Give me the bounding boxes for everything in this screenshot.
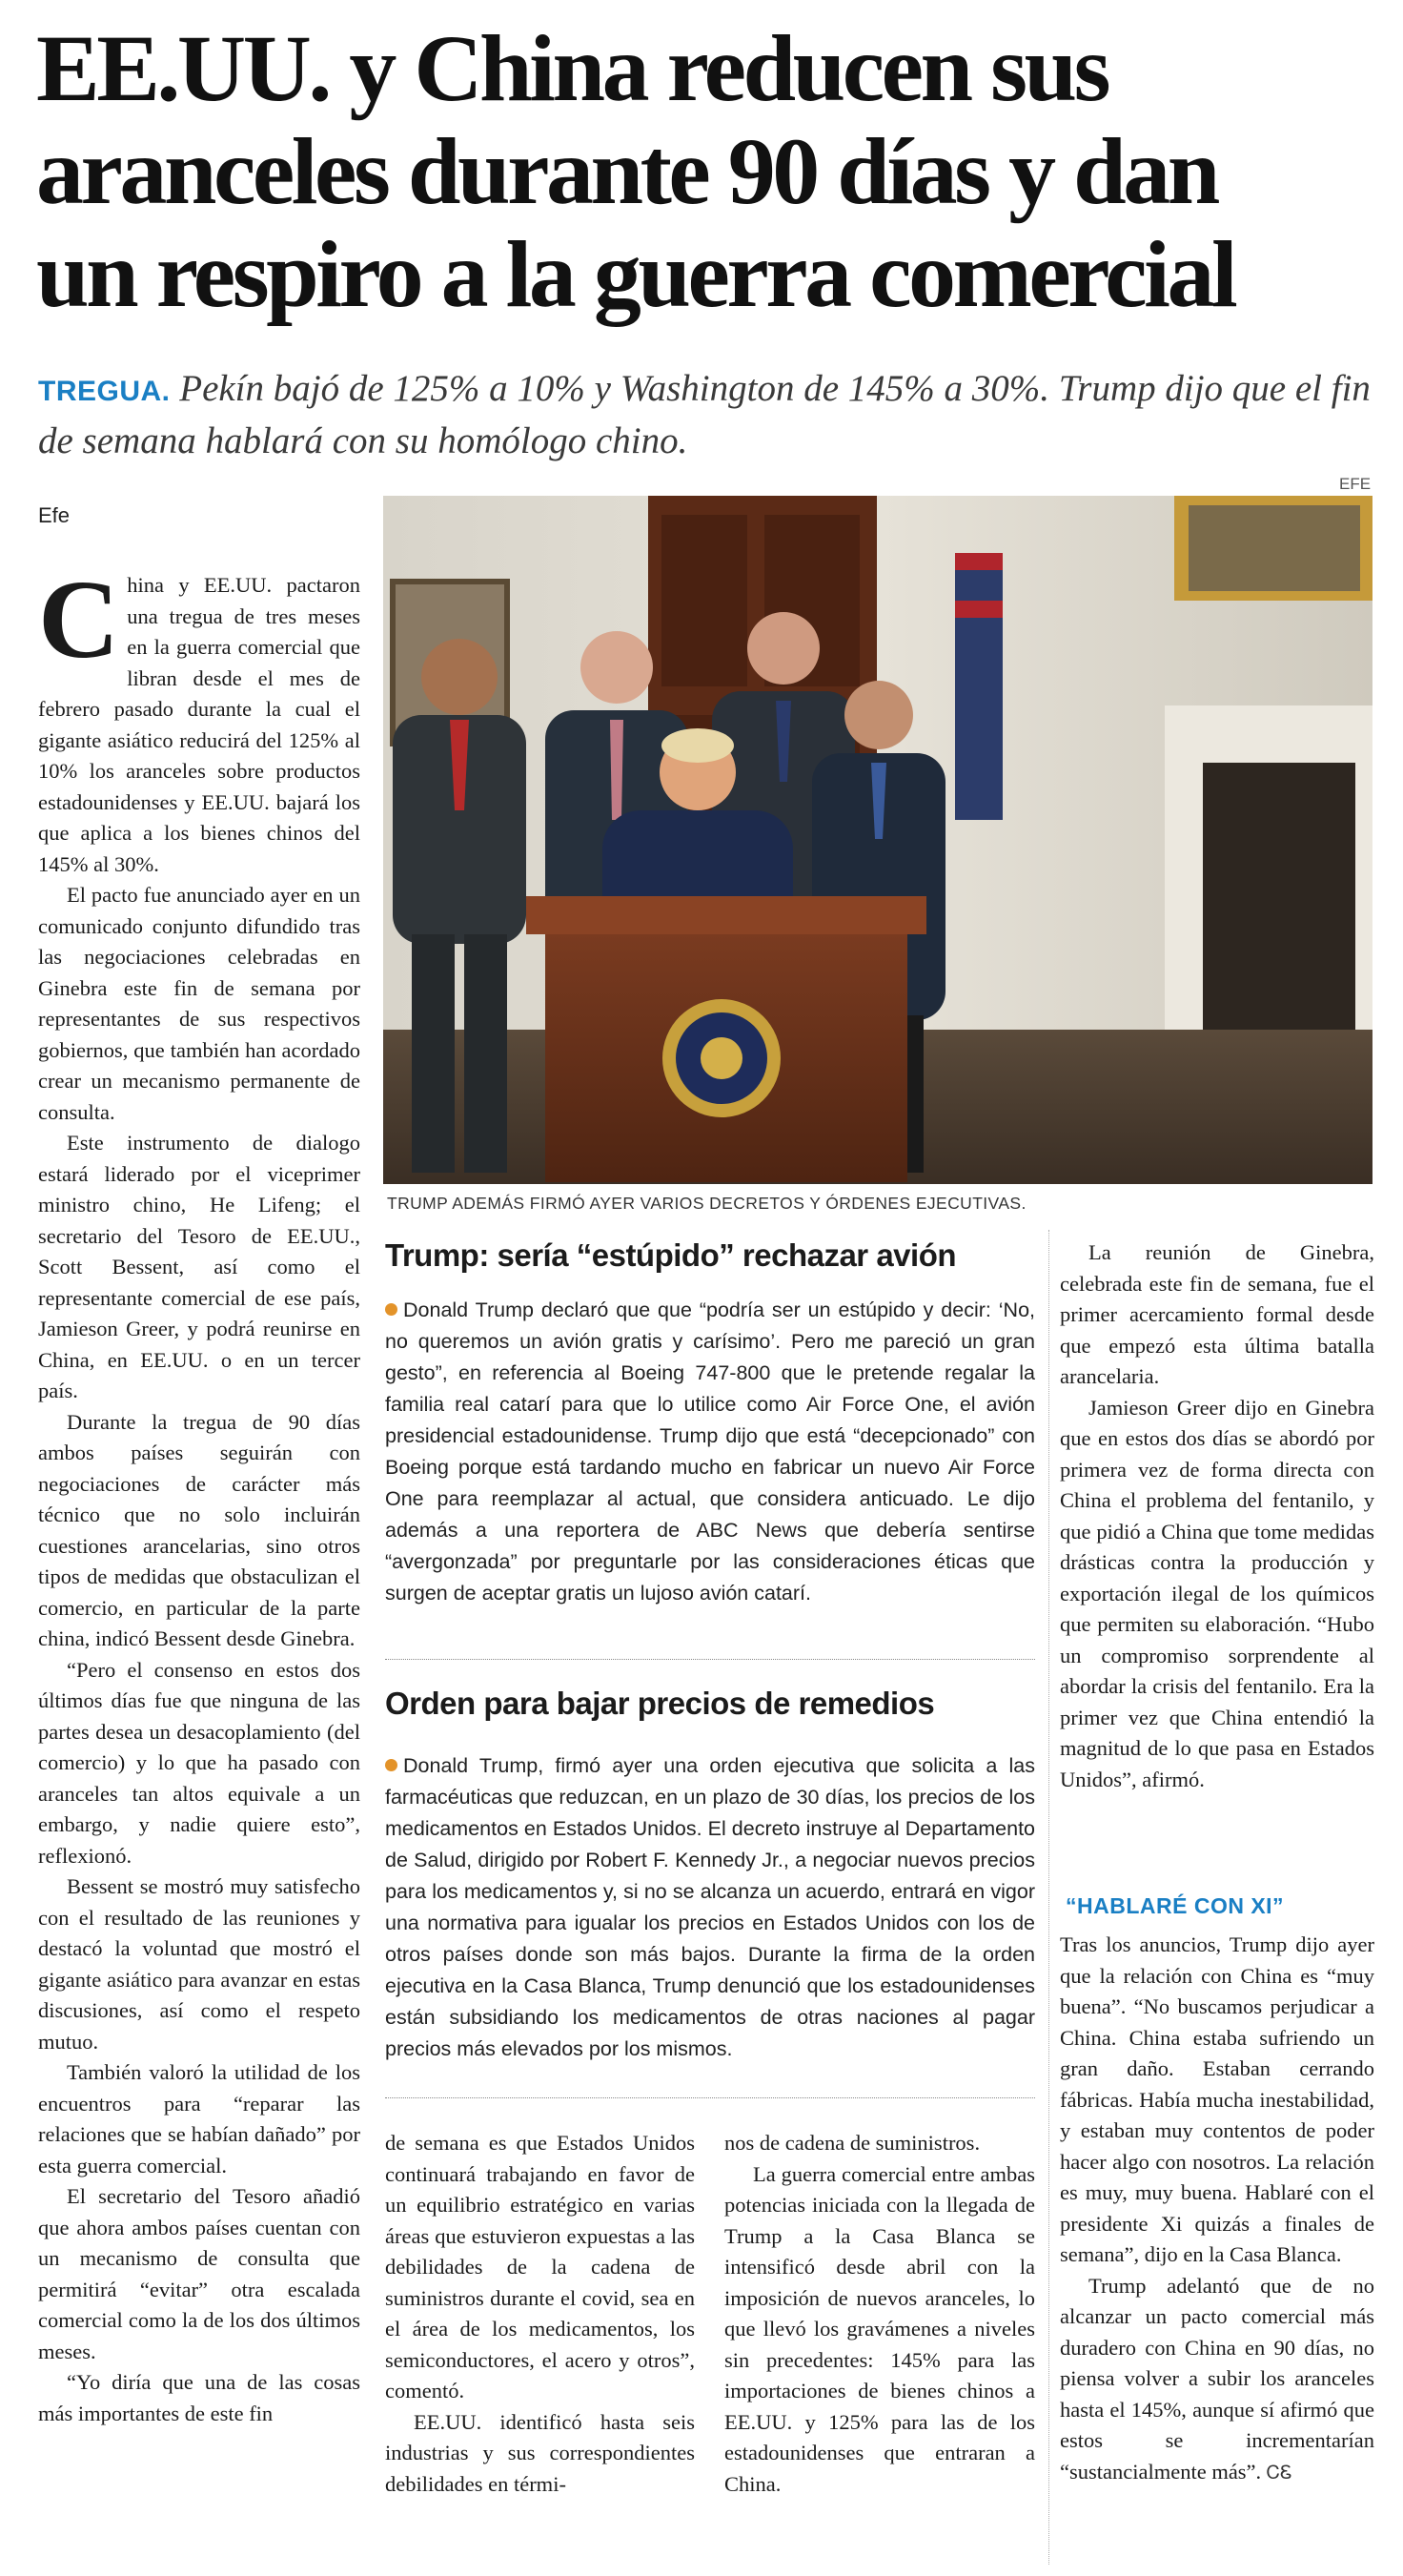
- paragraph: También valoró la utilidad de los encuentros para “reparar las relaciones que se habían dañado” por esta guerra comercial.: [38, 2060, 360, 2177]
- box-title: Trump: sería “estúpido” rechazar avión: [385, 1237, 957, 1273]
- paragraph: hina y EE.UU. pactaron una tregua de tres meses en la guerra comercial que libran desde el mes de febrero pasado durante la cual el gigante asiático reducirá del 125% al 10% los aranceles sobre productos estadounidenses y EE.UU. bajará los que aplica a los bienes chinos del 145% al 30%.: [38, 573, 360, 876]
- news-photo: [383, 496, 1372, 1184]
- paragraph: Bessent se mostró muy satisfecho con el resultado de las reuniones y destacó la voluntad que mostró el gigante asiático para avanzar en estas discusiones, así como el respeto mutuo.: [38, 1874, 360, 2054]
- byline: Efe: [38, 503, 71, 527]
- paragraph: Jamieson Greer dijo en Ginebra que en estos dos días se abordó por primera vez de forma directa con China el problema del fentanilo, y que pidió a China que tome medidas drásticas contra la producción y exportación ilegal de los químicos que permiten su elaboración. “Hubo un compromiso sorprendente al abordar la crisis del fentanilo. Era la primer vez que China entendió la magnitud de lo que pasa en Estados Unidos”, afirmó.: [1060, 1395, 1374, 1791]
- article-column-4: [1060, 1237, 1374, 1981]
- headline: [36, 17, 1371, 326]
- box-body: Donald Trump, firmó ayer una orden ejecutiva que solicita a las farmacéuticas que reduzcan, en un plazo de 30 días, los precios de los medicamentos en Estados Unidos. El decreto instruye al Departamento de Salud, dirigido por Robert F. Kennedy Jr., a negociar nuevos precios para los medicamentos y, si no se alcanza un acuerdo, entrará en vigor una normativa para igualar los precios en Estados Unidos con los de otros países donde son más bajos. Durante la firma de la orden ejecutiva en la Casa Blanca, Trump denunció que los estadounidenses están subsidiando los medicamentos de otras naciones al pagar precios más elevados por los mismos.: [385, 1754, 1035, 2060]
- divider: [385, 2097, 1035, 2098]
- paragraph: nos de cadena de suministros.: [724, 2131, 981, 2155]
- deck-text: Pekín bajó de 125% a 10% y Washington de 145% a 30%. Trump dijo que el fin de semana hablará con su homólogo chino.: [38, 368, 1371, 461]
- paragraph-text: Trump adelantó que de no alcanzar un pacto comercial más duradero con China en 90 días, no piensa volver a subir los aranceles hasta el 145%, aunque sí afirmó que estos se incrementarían “sustancialmente más”.: [1060, 2273, 1374, 2484]
- paragraph: Este instrumento de dialogo estará liderado por el viceprimer ministro chino, He Lifeng; el secretario del Tesoro de EE.UU., Scott Bessent, así como el representante comercial de ese país, Jamieson Greer, y podrá reunirse en China, en EE.UU. o en un tercer país.: [38, 1131, 360, 1402]
- bullet-icon: [385, 1759, 397, 1771]
- article-column-1: [38, 570, 360, 2563]
- headline-line: EE.UU. y China reducen sus: [36, 15, 1108, 121]
- paragraph: “Pero el consenso en estos dos últimos días fue que ninguna de las partes desea un desacoplamiento (del comercio) y lo que ha pasado con aranceles tan altos equivale a un embargo, y nadie quiere esto”, reflexionó.: [38, 1657, 360, 1868]
- photo-credit: EFE: [1339, 475, 1372, 493]
- paragraph: Durante la tregua de 90 días ambos países seguirán con negociaciones de carácter más técnico que no solo incluirán cuestiones arancelarias, sino otros tipos de medidas que obstaculizan el comercio, en particular de la parte china, indicó Bessent desde Ginebra.: [38, 1409, 360, 1650]
- box-body: Donald Trump declaró que que “podría ser un estúpido y decir: ‘No, no queremos un avión gratis y carísimo’. Pero me pareció un gran gesto”, en referencia al Boeing 747-800 que le pretende regalar la familia real catarí para que lo utilice como Air Force One, el avión presidencial estadounidense. Trump dijo que está “decepcionado” con Boeing porque está tardando mucho en fabricar un nuevo Air Force One para reemplazar al actual, que considera anticuado. Le dijo además a una reportera de ABC News que debería sentirse “avergonzada” por preguntarle por las consideraciones éticas que surgen de aceptar gratis un lujoso avión catarí.: [385, 1298, 1035, 1605]
- bullet-icon: [385, 1303, 397, 1316]
- headline-line: aranceles durante 90 días y dan: [36, 118, 1217, 224]
- paragraph: El secretario del Tesoro añadió que ahora ambos países cuentan con un mecanismo de consulta que permitirá “evitar” otra escalada comercial como la de los dos últimos meses.: [38, 2184, 360, 2363]
- divider: [385, 1659, 1035, 1660]
- article-column-3: [724, 2128, 1035, 2566]
- end-mark-icon: ᏟᏋ: [1266, 2460, 1292, 2484]
- subhead: “HABLARÉ CON XI”: [1066, 1893, 1285, 1918]
- deck-kicker: TREGUA.: [38, 376, 171, 407]
- paragraph: EE.UU. identificó hasta seis industrias y sus correspondientes debilidades en térmi-: [385, 2409, 695, 2496]
- box-title: Orden para bajar precios de remedios: [385, 1686, 935, 1721]
- box-text: [385, 1295, 1035, 1609]
- paragraph: “Yo diría que una de las cosas más importantes de este fin: [38, 2370, 360, 2425]
- article-column-4b: [1060, 1930, 1374, 2568]
- column-divider: [1048, 1230, 1049, 2565]
- photo-caption: TRUMP ADEMÁS FIRMÓ AYER VARIOS DECRETOS Y ÓRDENES EJECUTIVAS.: [387, 1194, 1027, 1213]
- paragraph: La reunión de Ginebra, celebrada este fin de semana, fue el primer acercamiento formal desde que empezó esta última batalla arancelaria.: [1060, 1240, 1374, 1388]
- paragraph: [1060, 2271, 1374, 2488]
- deck: [38, 364, 1372, 466]
- box-text: [385, 1750, 1035, 2065]
- drop-cap: C: [38, 570, 120, 682]
- paragraph: La guerra comercial entre ambas potencias iniciada con la llegada de Trump a la Casa Blanca se intensificó desde abril con la imposición de nuevos aranceles, lo que llevó los gravámenes a niveles sin precedentes: 145% para las importaciones de bienes chinos a EE.UU. y 125% para las de los estadounidenses que entraran a China.: [724, 2161, 1035, 2496]
- article-column-2: [385, 2128, 695, 2566]
- paragraph: de semana es que Estados Unidos continuará trabajando en favor de un equilibrio estratégico en varias áreas que estuvieron expuestas a las debilidades de la cadena de suministros durante el covid, sea en el área de los medicamentos, los semiconductores, el acero y otros”, comentó.: [385, 2131, 695, 2402]
- paragraph: El pacto fue anunciado ayer en un comunicado conjunto difundido tras las negociaciones celebradas en Ginebra este fin de semana por representantes de sus respectivos gobiernos, que también han acordado crear un mecanismo permanente de consulta.: [38, 883, 360, 1124]
- paragraph: Tras los anuncios, Trump dijo ayer que la relación con China es “muy buena”. “No buscamos perjudicar a China. China estaba sufriendo un gran daño. Estaban cerrando fábricas. Había mucha inestabilidad, y estaban muy contentos de poder hacer algo con nosotros. La relación es muy, muy buena. Hablaré con el presidente Xi quizás a finales de semana”, dijo en la Casa Blanca.: [1060, 1932, 1374, 2266]
- headline-line: un respiro a la guerra comercial: [36, 221, 1235, 327]
